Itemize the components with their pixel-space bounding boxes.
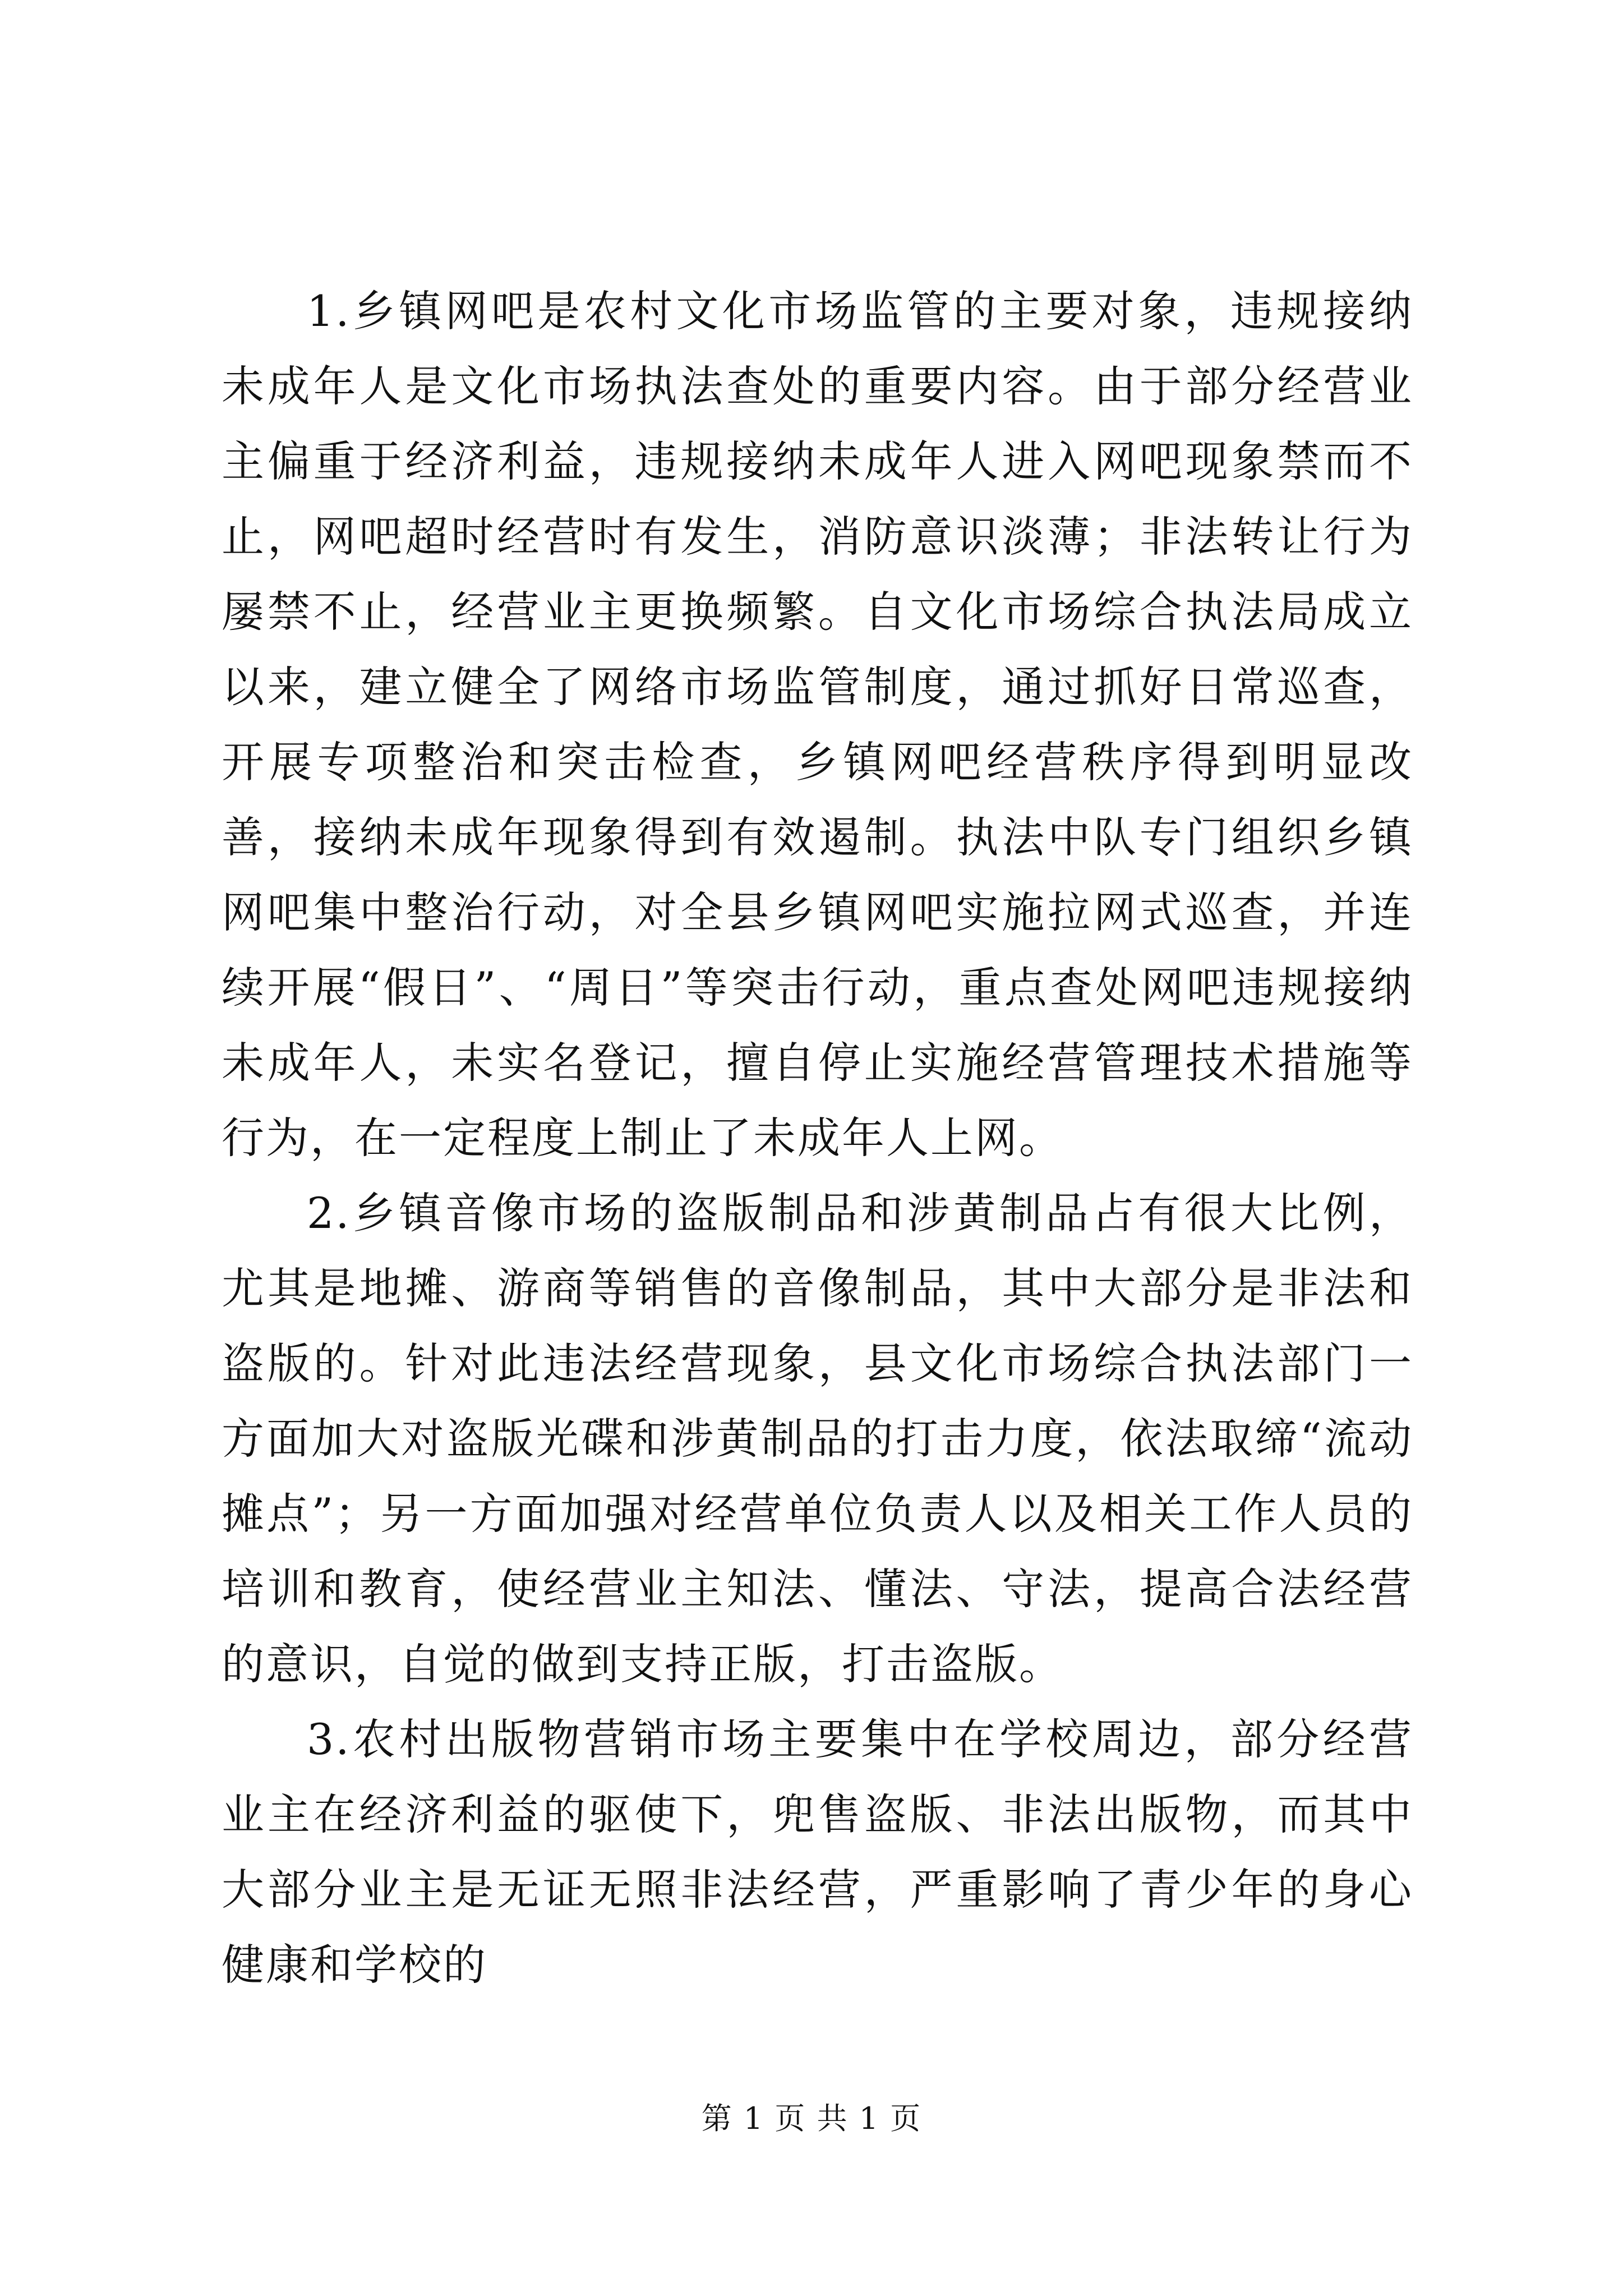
page-footer: 第 1 页 共 1 页 — [701, 2101, 922, 2136]
paragraph-3: 3.农村出版物营销市场主要集中在学校周边，部分经营业主在经济利益的驱使下，兜售盗版、非法出版物，而其中大部分业主是无证无照非法经营，严重影响了青少年的身心健康和学校的 — [222, 1714, 1413, 1990]
document-body — [222, 274, 1413, 2003]
paragraph-1: 1.乡镇网吧是农村文化市场监管的主要对象，违规接纳未成年人是文化市场执法查处的重要内容。由于部分经营业主偏重于经济利益，违规接纳未成年人进入网吧现象禁而不止，网吧超时经营时有发生，消防意识淡薄；非法转让行为屡禁不止，经营业主更换频繁。自文化市场综合执法局成立以来，建立健全了网络市场监管制度，通过抓好日常巡查，开展专项整治和突击检查，乡镇网吧经营秩序得到明显改善，接纳未成年现象得到有效遏制。执法中队专门组织乡镇网吧集中整治行动，对全县乡镇网吧实施拉网式巡查，并连续开展“假日”、“周日”等突击行动，重点查处网吧违规接纳未成年人，未实名登记，擅自停止实施经营管理技术措施等行为，在一定程度上制止了未成年人上网。 — [222, 286, 1413, 1163]
paragraph-2: 2.乡镇音像市场的盗版制品和涉黄制品占有很大比例，尤其是地摊、游商等销售的音像制品，其中大部分是非法和盗版的。针对此违法经营现象，县文化市场综合执法部门一方面加大对盗版光碟和涉黄制品的打击力度，依法取缔“流动摊点”；另一方面加强对经营单位负责人以及相关工作人员的培训和教育，使经营业主知法、懂法、守法，提高合法经营的意识，自觉的做到支持正版，打击盗版。 — [222, 1188, 1413, 1689]
